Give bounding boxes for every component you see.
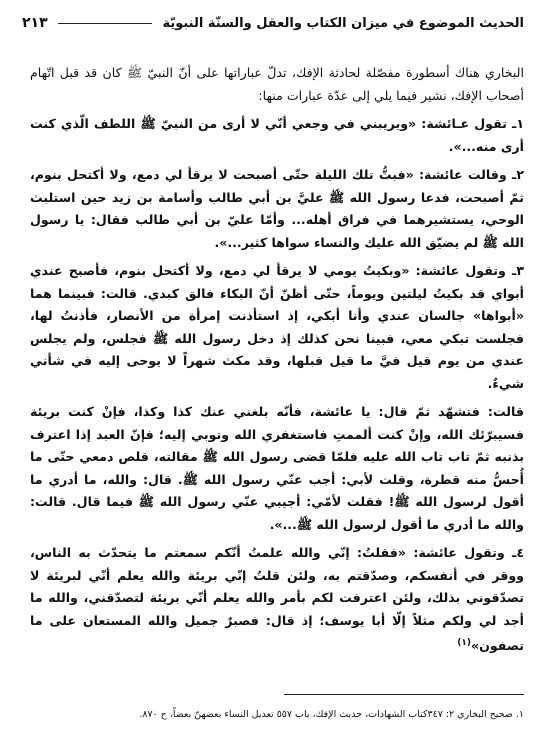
page-number: ٢١٣ <box>22 15 48 31</box>
footnote-separator <box>284 694 524 695</box>
header-rule <box>58 23 153 24</box>
running-header <box>22 12 524 34</box>
paragraph-quote-3-cont: قالت: فتشهّد ثمّ قال: يا عائشة، فأنّه بلغني عنك كذا وكذا، فإنْ كنت بريئة فسيبرّئك الله، وإنْ كنت ألممتِ فاستغفري الله وتوبي إليه؛ فإنّ العبد إذا اعترف بذنبه ثمّ تاب تاب الله عليه فلمّا قضى رسول الله ﷺ مقالته، قلص دمعي حتّى ما أُحسُّ منه قطرة، وقلت لأبي: أجب عنّي رسول الله ﷺ. قال: والله، ما أدري ما أقول لرسول الله ﷺ! فقلت لأمّي: أجيبي عنّي رسول الله ﷺ فيما قال. قالت: والله ما أدري ما أقول لرسول الله ﷺ...». <box>30 404 524 532</box>
paragraph-intro: البخاري هناك أسطورة مفصّلة لحادثة الإفك، تدلّ عباراتها على أنّ النبيّ ﷺ كان قد قبل اتّهام أصحاب الإفك، نشير فيما يلي إلى عدّة عبارات منها: <box>30 65 524 103</box>
footnote-marker: (١) <box>457 638 472 648</box>
paragraph-quote-4 <box>30 542 524 658</box>
paragraph-quote-3: ٣ـ وتقول عائشة: «وبكيتُ يومي لا يرقأ لي دمع، ولا أكتحل بنوم، فأصبح عندي أبواي قد بكيتُ ليلتين ويوماً، حتّى أظنّ أنّ البكاء فالق كبدي. قالت: فبينما هما «أبواها» جالسان عندي وأنا أبكي، إذ استأذنت إمرأة من الأنصار، فأذنتُ لها، فجلست تبكي معي، فبينا نحن كذلك إذ دخل رسول الله ﷺ فجلس، ولم يجلس عندي من يوم قيل فيَّ ما قيل قبلها، وقد مكث شهراً لا يوحى إليه في شأني شيءٌ. <box>30 263 524 391</box>
paragraph-quote-4-text: ٤ـ وتقول عائشة: «فقلتُ: إنّي والله علمتُ أنّكم سمعتم ما يتحدّث به الناس، ووقر في أنفسكم، وصدّقتم به، ولئن قلتُ إنّي بريئة والله يعلم أنّي لبريئة لا تصدّقوني بذلك، ولئن اعترفت لكم بأمر والله يعلم أنّي بريئة لتصدّقني، والله ما أجد لي ولكم مثلاً إلّا أبا يوسف؛ إذ قال: فصبرٌ جميل والله المستعان على ما تصفون» <box>30 545 524 654</box>
header-title: الحديث الموضوع في ميزان الكتاب والعقل والسنّة النبويّة <box>162 15 524 31</box>
body-text <box>30 62 524 664</box>
paragraph-quote-1: ١ـ تقول عـائشة: «ويريبني في وجعي أنّي لا أرى من النبيّ ﷺ اللطف الّذي كنت أرى منه...». <box>30 116 524 154</box>
footnote: ١. صحيح البخاري ٢: ٣٤٧كتاب الشهادات، حديث الإفك، باب ٥٥٧ تعديل النساء بعضهنّ بعضاً، ح ٨٧٠. <box>139 709 524 720</box>
paragraph-quote-2: ٢ـ وقالت عائشة: «فبتُّ تلك الليلة حتّى أصبحت لا يرقأ لي دمع، ولا أكتحل بنوم، ثمّ أصبحت، فدعا رسول الله ﷺ عليَّ بن أبي طالب وأسامة بن زيد حين استلبث الوحي، يستشيرهما في فراق أهله... وأمّا عليّ بن أبي طالب فقال: يا رسول الله ﷺ لم يضيّق الله عليك والنساء سواها كثير...». <box>30 167 524 250</box>
